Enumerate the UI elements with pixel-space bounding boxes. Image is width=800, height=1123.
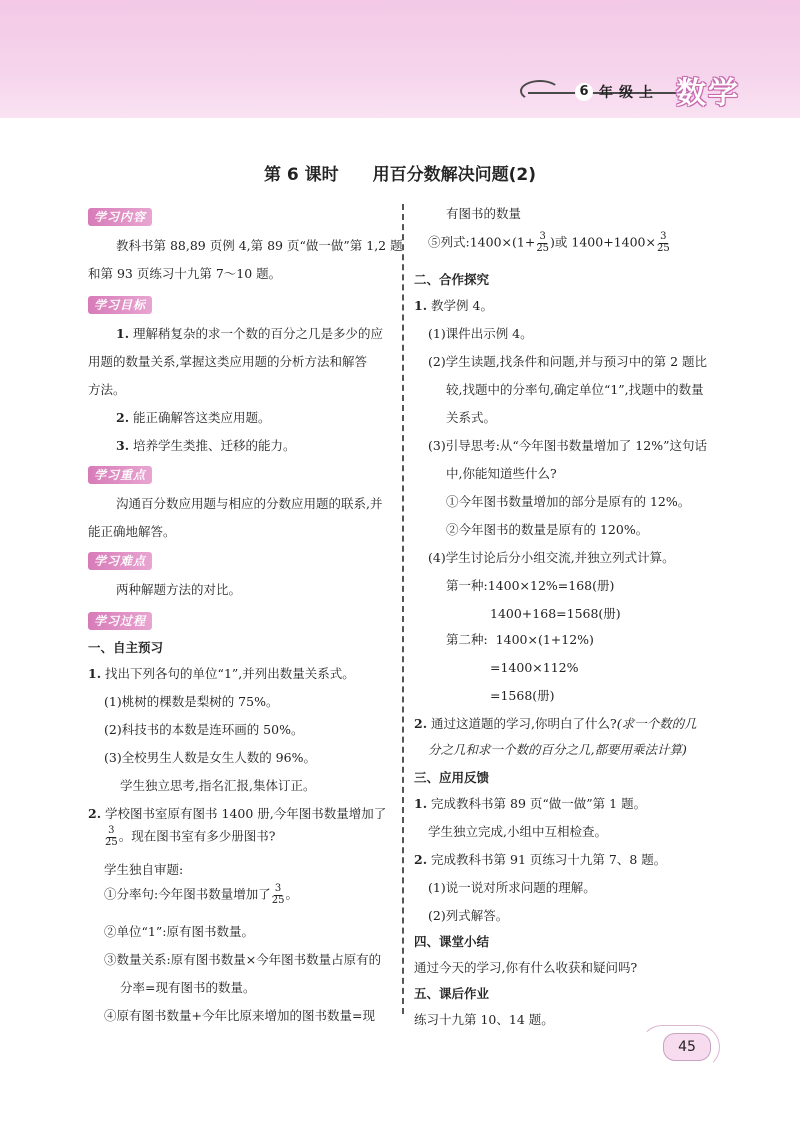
- section-badge-goals: 学习目标: [88, 296, 152, 314]
- grade-label: [575, 82, 653, 102]
- question-subitem: (3)全校男生人数是女生人数的 96%。: [104, 750, 316, 765]
- exploration-subitem: (4)学生讨论后分小组交流,并独立列式计算。: [428, 550, 675, 565]
- step-item: ②单位“1”:原有图书数量。: [104, 924, 254, 939]
- practice-subitem: (2)列式解答。: [428, 908, 509, 923]
- grade-nian: 年: [599, 85, 613, 101]
- section-heading: 五、课后作业: [414, 986, 490, 1001]
- goal-text: 方法。: [88, 382, 126, 397]
- section-heading: 二、合作探究: [414, 272, 490, 287]
- section-badge-difficulty: 学习难点: [88, 552, 152, 570]
- content-text: 和第 93 页练习十九第 7～10 题。: [88, 266, 282, 281]
- exploration-item: 1. 教学例 4。: [414, 298, 493, 313]
- content-text: 教科书第 88,89 页例 4,第 89 页“做一做”第 1,2 题: [116, 238, 403, 253]
- fraction: $\frac{3}{25}$: [271, 883, 285, 906]
- question-note: 学生独自审题:: [104, 862, 184, 877]
- section-heading: 一、自主预习: [88, 640, 164, 655]
- step-item: ④原有图书数量+今年比原来增加的图书数量=现: [104, 1008, 375, 1023]
- practice-item: 2. 完成教科书第 91 页练习十九第 7、8 题。: [414, 852, 667, 867]
- exploration-subitem: (2)学生读题,找条件和问题,并与预习中的第 2 题比: [428, 354, 708, 369]
- step-item: ③数量关系:原有图书数量×今年图书数量占原有的: [104, 952, 382, 967]
- grade-number: 6: [575, 83, 593, 101]
- page-number: 45: [663, 1033, 711, 1061]
- question-text: $\frac{3}{25}$ 。现在图书室有多少册图书?: [105, 825, 276, 848]
- goal-item: 3. 培养学生类推、迁移的能力。: [116, 438, 296, 453]
- grade-ji: 级: [619, 85, 633, 101]
- column-divider: [402, 204, 404, 1014]
- practice-note: 学生独立完成,小组中互相检查。: [428, 824, 607, 839]
- summary-text: 通过今天的学习,你有什么收获和疑问吗?: [414, 960, 638, 975]
- step-item: 分率=现有图书的数量。: [120, 980, 256, 995]
- exploration-subitem: ①今年图书数量增加的部分是原有的 12%。: [446, 494, 691, 509]
- calc-line: =1568(册): [490, 688, 555, 703]
- question-item: 1. 找出下列各句的单位“1”,并列出数量关系式。: [88, 666, 355, 681]
- lesson-number: 第 6 课时: [264, 165, 339, 185]
- section-heading: 四、课堂小结: [414, 934, 490, 949]
- section-badge-key: 学习重点: [88, 466, 152, 484]
- key-text: 沟通百分数应用题与相应的分数应用题的联系,并: [116, 496, 383, 511]
- fraction: $\frac{3}{25}$: [105, 825, 118, 848]
- step-item: ①分率句:今年图书数量增加了 $\frac{3}{25}$ 。: [104, 883, 298, 906]
- calc-line: =1400×112%: [490, 660, 579, 675]
- subject-logo: 数学: [676, 76, 740, 111]
- section-badge-process: 学习过程: [88, 612, 152, 630]
- section-badge-content: 学习内容: [88, 208, 152, 226]
- exploration-subitem: 中,你能知道些什么?: [446, 466, 557, 481]
- question-subitem: (2)科技书的本数是连环画的 50%。: [104, 722, 304, 737]
- fraction: $\frac{3}{25}$: [536, 231, 550, 254]
- goal-item: 1. 理解稍复杂的求一个数的百分之几是多少的应: [116, 326, 384, 341]
- exploration-subitem: (3)引导思考:从“今年图书数量增加了 12%”这句话: [428, 438, 707, 453]
- exploration-subitem: (1)课件出示例 4。: [428, 326, 533, 341]
- step-item: 有图书的数量: [446, 206, 522, 221]
- goal-text: 用题的数量关系,掌握这类应用题的分析方法和解答: [88, 354, 367, 369]
- homework-text: 练习十九第 10、14 题。: [414, 1012, 554, 1027]
- exploration-item: 2. 通过这道题的学习,你明白了什么?(求一个数的几: [414, 716, 697, 731]
- step-item: ⑤列式:1400×(1+ $\frac{3}{25}$ )或 1400+1400× $\frac{3}{25}$: [428, 231, 670, 254]
- calc-line: 第一种:1400×12%=168(册): [446, 578, 615, 593]
- exploration-subitem: 较,找题中的分率句,确定单位“1”,找题中的数量: [446, 382, 704, 397]
- question-subitem: (1)桃树的棵数是梨树的 75%。: [104, 694, 279, 709]
- calc-line: 第二种: 1400×(1+12%): [446, 632, 594, 647]
- question-item: 2. 学校图书室原有图书 1400 册,今年图书数量增加了: [88, 806, 387, 821]
- practice-subitem: (1)说一说对所求问题的理解。: [428, 880, 596, 895]
- fraction: $\frac{3}{25}$: [656, 231, 670, 254]
- goal-item: 2. 能正确解答这类应用题。: [116, 410, 271, 425]
- grade-term: 上: [639, 85, 653, 101]
- section-heading: 三、应用反馈: [414, 770, 490, 785]
- practice-item: 1. 完成教科书第 89 页“做一做”第 1 题。: [414, 796, 647, 811]
- difficulty-text: 两种解题方法的对比。: [116, 582, 242, 597]
- key-text: 能正确地解答。: [88, 524, 176, 539]
- exploration-subitem: 关系式。: [446, 410, 497, 425]
- exploration-subitem: ②今年图书的数量是原有的 120%。: [446, 522, 649, 537]
- question-note: 学生独立思考,指名汇报,集体订正。: [120, 778, 316, 793]
- page-title: [0, 160, 800, 185]
- calc-line: 1400+168=1568(册): [490, 606, 621, 621]
- decorative-swirl-icon: [520, 80, 560, 102]
- lesson-topic: 用百分数解决问题(2): [372, 165, 536, 185]
- exploration-note: 分之几和求一个数的百分之几,都要用乘法计算): [428, 742, 687, 757]
